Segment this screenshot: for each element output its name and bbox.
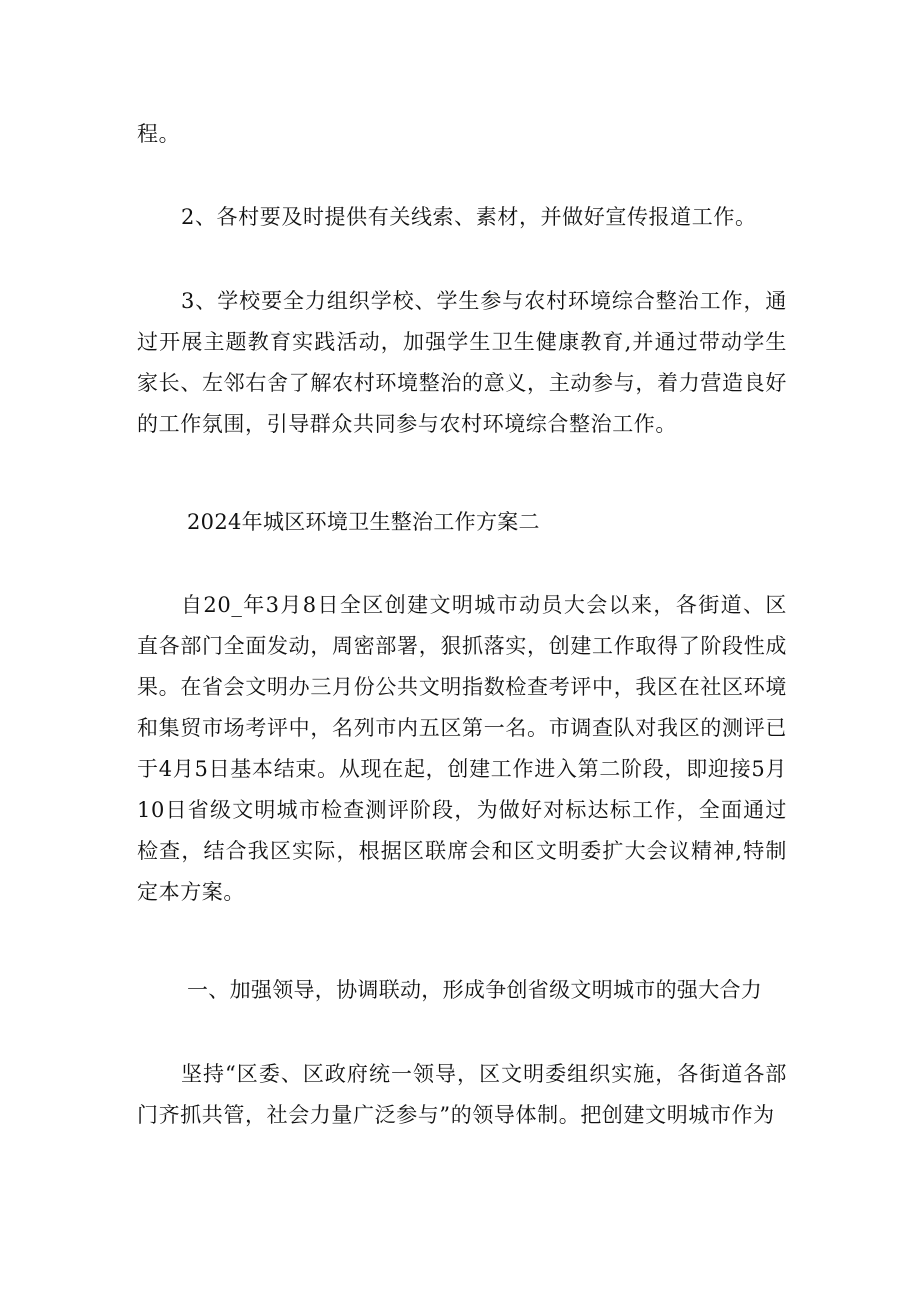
paragraph-continuation: 程。: [137, 122, 181, 146]
section-title: 2024年城区环境卫生整治工作方案二: [187, 510, 540, 534]
paragraph-item-3: 3、学校要全力组织学校、学生参与农村环境综合整治工作，通过开展主题教育实践活动，加强学生卫生健康教育,并通过带动学生家长、左邻右舍了解农村环境整治的意义，主动参与，着力营造良好的工作氛围，引导群众共同参与农村环境综合整治工作。: [137, 289, 787, 436]
paragraph-item-2: 2、各村要及时提供有关线索、素材，并做好宣传报道工作。: [181, 205, 757, 229]
paragraph-leadership: 坚持“区委、区政府统一领导，区文明委组织实施，各街道各部门齐抓共管，社会力量广泛参与”的领导体制。把创建文明城市作为: [137, 1062, 787, 1127]
heading-leadership: 一、加强领导，协调联动，形成争创省级文明城市的强大合力: [187, 978, 763, 1002]
paragraph-intro: 自20_年3月8日全区创建文明城市动员大会以来，各街道、区直各部门全面发动，周密部署，狠抓落实，创建工作取得了阶段性成果。在省会文明办三月份公共文明指数检查考评中，我区在社区环境和集贸市场考评中，名列市内五区第一名。市调查队对我区的测评已于4月5日基本结束。从现在起，创建工作进入第二阶段，即迎接5月10日省级文明城市检查测评阶段，为做好对标达标工作，全面通过检查，结合我区实际，根据区联席会和区文明委扩大会议精神,特制定本方案。: [137, 593, 787, 904]
